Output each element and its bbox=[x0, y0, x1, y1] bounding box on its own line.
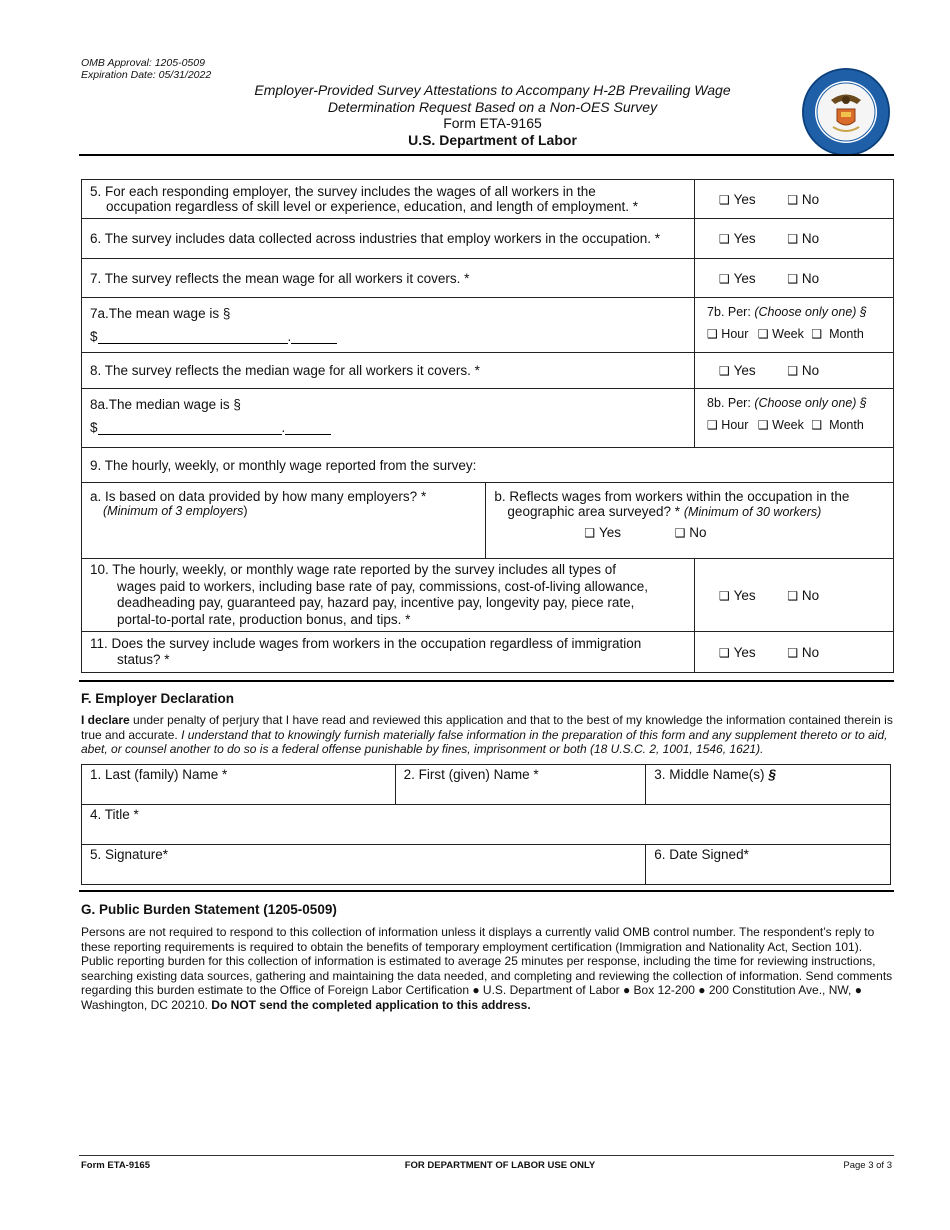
q5-text-1: 5. For each responding employer, the survey includes the wages of all workers in the bbox=[90, 184, 596, 199]
question-row-9 bbox=[82, 448, 894, 483]
department-name: U.S. Department of Labor bbox=[408, 131, 577, 148]
footer-use-note: FOR DEPARTMENT OF LABOR USE ONLY bbox=[404, 1160, 596, 1171]
q9b-yes-checkbox[interactable]: ❑ Yes bbox=[584, 525, 621, 540]
q10-yes-checkbox[interactable]: ❑ Yes bbox=[719, 587, 756, 603]
q8a-text: 8a.The median wage is § bbox=[90, 397, 241, 412]
q5-yes-checkbox[interactable]: ❑ Yes bbox=[719, 191, 756, 207]
employer-declaration-table bbox=[81, 764, 891, 885]
q6-no-checkbox[interactable]: ❑ No bbox=[787, 231, 820, 246]
question-row-5 bbox=[82, 180, 894, 219]
section-f-divider bbox=[79, 680, 894, 682]
question-row-8 bbox=[82, 353, 894, 389]
question-row-7 bbox=[82, 259, 894, 298]
question-row-8a bbox=[82, 389, 894, 448]
employer-declaration-text: I declare under penalty of perjury that I have read and reviewed this application and that to the best of my knowledge the information contained therein is true and accurate. I understand that to knowingly furnish materially false information in the preparation of this form and any supplement thereto or to aid, abet, or counsel another to do so is a federal offense punishable by fines, imprisonment or both (18 U.S.C. 2, 1001, 1546, 1621). bbox=[81, 713, 893, 756]
section-g-heading: G. Public Burden Statement (1205-0509) bbox=[81, 902, 337, 917]
q5-no-checkbox[interactable]: ❑ No bbox=[787, 191, 820, 207]
date-signed-field[interactable]: 6. Date Signed* bbox=[646, 845, 891, 885]
header-divider bbox=[79, 154, 894, 156]
last-name-field[interactable]: 1. Last (family) Name * bbox=[82, 765, 396, 805]
q8b-hour-checkbox[interactable]: ❑ Hour bbox=[707, 418, 749, 432]
q7a-text: 7a.The mean wage is § bbox=[90, 306, 231, 321]
title-field[interactable]: 4. Title * bbox=[82, 805, 891, 845]
title-line-1: Employer-Provided Survey Attestations to Accompany H-2B Prevailing Wage bbox=[254, 82, 731, 98]
section-f-heading: F. Employer Declaration bbox=[81, 691, 235, 706]
q7b-month-checkbox[interactable]: ❑ Month bbox=[811, 327, 864, 341]
expiration-date: Expiration Date: 05/31/2022 bbox=[81, 69, 212, 81]
q8b-week-checkbox[interactable]: ❑ Week bbox=[757, 418, 804, 432]
survey-questions-table bbox=[81, 179, 894, 673]
q10-text-4: portal-to-portal rate, production bonus, and tips. * bbox=[117, 611, 411, 627]
section-g-divider bbox=[79, 890, 894, 892]
q6-yes-checkbox[interactable]: ❑ Yes bbox=[719, 231, 756, 246]
q9-text: 9. The hourly, weekly, or monthly wage reported from the survey: bbox=[90, 457, 477, 473]
omb-info bbox=[81, 57, 211, 81]
q8-yes-checkbox[interactable]: ❑ Yes bbox=[719, 363, 756, 378]
q8b-label: 8b. Per: (Choose only one) § bbox=[707, 396, 867, 410]
q6-text: 6. The survey includes data collected across industries that employ workers in the occupation. * bbox=[90, 231, 661, 246]
dol-seal-icon bbox=[801, 67, 891, 157]
q10-no-checkbox[interactable]: ❑ No bbox=[787, 587, 820, 603]
q8-text: 8. The survey reflects the median wage for all workers it covers. * bbox=[90, 363, 480, 378]
q11-text-1: 11. Does the survey include wages from workers in the occupation regardless of immigration bbox=[90, 635, 642, 651]
question-row-7a bbox=[82, 298, 894, 353]
q7b-label: 7b. Per: (Choose only one) § bbox=[707, 305, 867, 319]
question-row-9ab bbox=[82, 483, 894, 559]
q9a-note: (Minimum of 3 employers) bbox=[103, 504, 248, 518]
footer-page-number: Page 3 of 3 bbox=[843, 1160, 892, 1171]
footer-divider bbox=[79, 1155, 894, 1156]
signature-field[interactable]: 5. Signature* bbox=[82, 845, 646, 885]
q5-text-2: occupation regardless of skill level or experience, education, and length of employment. * bbox=[106, 199, 639, 214]
q7b-hour-checkbox[interactable]: ❑ Hour bbox=[707, 327, 749, 341]
q7-text: 7. The survey reflects the mean wage for all workers it covers. * bbox=[90, 270, 470, 286]
q11-text-2: status? * bbox=[117, 652, 170, 667]
first-name-field[interactable]: 2. First (given) Name * bbox=[395, 765, 646, 805]
question-row-6 bbox=[82, 219, 894, 259]
q7-no-checkbox[interactable]: ❑ No bbox=[787, 270, 820, 286]
q9b-text-1: b. Reflects wages from workers within the occupation in the bbox=[494, 489, 850, 504]
form-id: Form ETA-9165 bbox=[443, 115, 542, 131]
q7b-week-checkbox[interactable]: ❑ Week bbox=[757, 327, 804, 341]
median-wage-input[interactable]: $ . bbox=[90, 420, 686, 435]
q11-yes-checkbox[interactable]: ❑ Yes bbox=[719, 644, 756, 660]
mean-wage-input[interactable]: $ . bbox=[90, 329, 686, 344]
q9b-no-checkbox[interactable]: ❑ No bbox=[674, 525, 707, 540]
public-burden-text: Persons are not required to respond to this collection of information unless it displays a currently valid OMB control number. The respondent’s reply to these reporting requirements is required to obtain the benefits of temporary employment certification (Immigration and Nationality Act, Section 101). Public reporting burden for this collection of information is estimated to average 25 minutes per response, including the time for reviewing instructions, searching existing data sources, gathering and maintaining the data needed, and completing and reviewing the collection of information. Send comments regarding this burden estimate to the Office of Foreign Labor Certification ● U.S. Department of Labor ● Box 12-200 ● 200 Constitution Ave., NW, ● Washington, DC 20210. Do NOT send the completed application to this address. bbox=[81, 925, 893, 1012]
q10-text-3: deadheading pay, guaranteed pay, hazard pay, incentive pay, longevity pay, piece rate, bbox=[117, 595, 635, 610]
q11-no-checkbox[interactable]: ❑ No bbox=[787, 644, 820, 660]
question-row-11 bbox=[82, 632, 894, 673]
question-row-10 bbox=[82, 559, 894, 632]
middle-name-field[interactable]: 3. Middle Name(s) § bbox=[646, 765, 891, 805]
q7-yes-checkbox[interactable]: ❑ Yes bbox=[719, 270, 756, 286]
q10-text-1: 10. The hourly, weekly, or monthly wage rate reported by the survey includes all types of bbox=[90, 562, 617, 577]
form-title bbox=[210, 82, 775, 148]
footer-form-id: Form ETA-9165 bbox=[81, 1160, 150, 1171]
q10-text-2: wages paid to workers, including base rate of pay, commissions, cost-of-living allowance, bbox=[117, 578, 648, 594]
title-line-2: Determination Request Based on a Non-OES Survey bbox=[327, 98, 658, 115]
q9b-text-2: geographic area surveyed? * (Minimum of 30 workers) bbox=[507, 504, 822, 519]
q9a-text: a. Is based on data provided by how many employers? * bbox=[90, 489, 427, 504]
q8b-month-checkbox[interactable]: ❑ Month bbox=[811, 418, 864, 432]
omb-approval: OMB Approval: 1205-0509 bbox=[81, 57, 205, 69]
q8-no-checkbox[interactable]: ❑ No bbox=[787, 363, 820, 378]
